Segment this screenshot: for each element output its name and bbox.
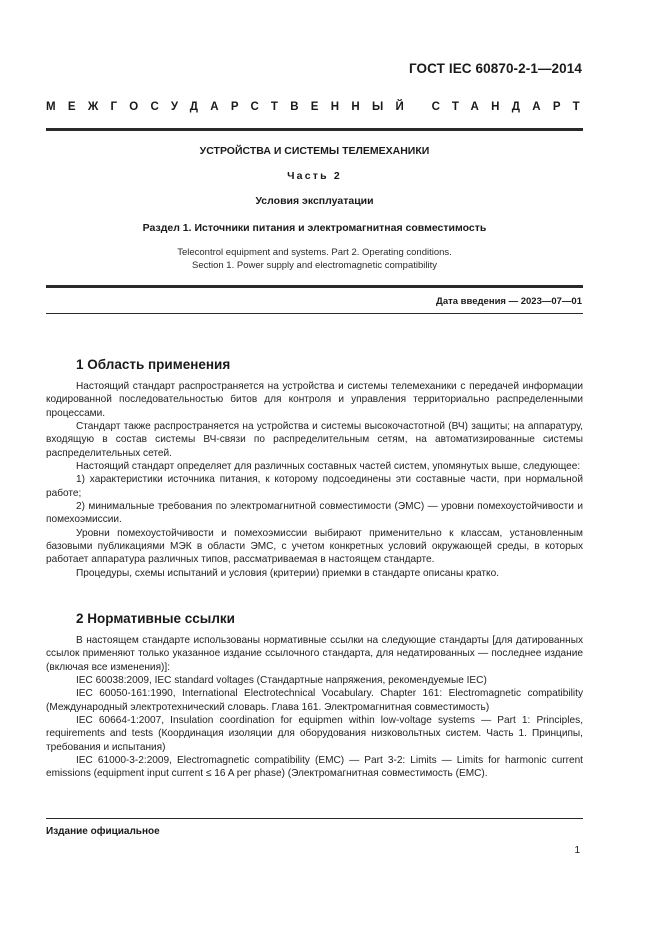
official-edition-label: Издание официальное xyxy=(46,826,160,837)
document-subtitle: Условия эксплуатации xyxy=(255,195,374,207)
list-item: 1) характеристики источника питания, к которому подсоединены эти составные части, при нормальной работе; xyxy=(46,474,583,499)
english-title-line-2: Section 1. Power supply and electromagnetic compatibility xyxy=(191,260,437,271)
reference-item: IEC 60038:2009, IEC standard voltages (Стандартные напряжения, рекомендуемые IEC) xyxy=(76,675,487,687)
section-2-body xyxy=(46,634,583,781)
page-number: 1 xyxy=(574,845,580,856)
document-section-title: Раздел 1. Источники питания и электромагнитная совместимость xyxy=(142,222,487,234)
top-rule xyxy=(46,128,583,131)
paragraph: В настоящем стандарте использованы нормативные ссылки на следующие стандарты [для датированных ссылок применяют только указанное издание ссылочного стандарта, для недатированных — последнее издание (включая все изменения)]: xyxy=(46,635,583,673)
section-1-body xyxy=(46,380,583,580)
introduction-date: Дата введения — 2023—07—01 xyxy=(436,296,582,307)
standard-number: ГОСТ IEC 60870-2-1—2014 xyxy=(408,61,582,76)
title-bottom-rule xyxy=(46,285,583,288)
standard-kind: МЕЖГОСУДАРСТВЕННЫЙ СТАНДАРТ xyxy=(46,101,592,113)
paragraph: Процедуры, схемы испытаний и условия (критерии) приемки в стандарте описаны кратко. xyxy=(76,567,500,579)
document-title: УСТРОЙСТВА И СИСТЕМЫ ТЕЛЕМЕХАНИКИ xyxy=(199,145,430,157)
english-title-line-1: Telecontrol equipment and systems. Part 2. Operating conditions. xyxy=(177,247,452,258)
document-part: Часть 2 xyxy=(287,170,342,182)
reference-item: IEC 61000-3-2:2009, Electromagnetic compatibility (EMC) — Part 3-2: Limits — Limits for harmonic current emissions (equipment input current ≤ 16 A per phase) (Электромагнитная совместимость (ЕМС). xyxy=(46,755,583,780)
paragraph: Стандарт также распространяется на устройства и системы высокочастотной (ВЧ) защиты; на аппаратуру, входящую в состав системы ВЧ-связи по распределительным сетям, на автоматизированные системы распределительных сетей. xyxy=(46,421,583,459)
paragraph: Уровни помехоустойчивости и помехоэмиссии выбирают применительно к классам, установленным базовыми публикациями МЭК в области ЭМС, с учетом конкретных условий окружающей среды, в которых работает аппаратура различных типов, рассматриваемая в настоящем стандарте. xyxy=(46,527,583,566)
reference-item: IEC 60664-1:2007, Insulation coordination for equipmen within low-voltage systems — Part 1: Principles, requirements and tests (Координация изоляции для оборудования низковольтных систем. Часть 1. Принципы, требования и испытания) xyxy=(46,715,583,753)
paragraph: Настоящий стандарт определяет для различных составных частей систем, упомянутых выше, следующее: xyxy=(76,461,581,473)
section-1-heading: 1 Область применения xyxy=(76,357,231,372)
date-rule xyxy=(46,313,583,314)
section-2-heading: 2 Нормативные ссылки xyxy=(76,611,235,626)
list-item: 2) минимальные требования по электромагнитной совместимости (ЭМС) — уровни помехоустойчивости и помехоэмиссии. xyxy=(46,501,583,526)
footer-rule xyxy=(46,818,583,819)
reference-item: IEC 60050-161:1990, International Electrotechnical Vocabulary. Chapter 161: Electromagnetic compatibility (Международный электротехнический словарь. Глава 161. Электромагнитная совместимость) xyxy=(46,688,583,713)
paragraph: Настоящий стандарт распространяется на устройства и системы телемеханики с передачей информации кодированной последовательностью битов для контроля и управления территориально распределенными процессами. xyxy=(46,381,583,419)
